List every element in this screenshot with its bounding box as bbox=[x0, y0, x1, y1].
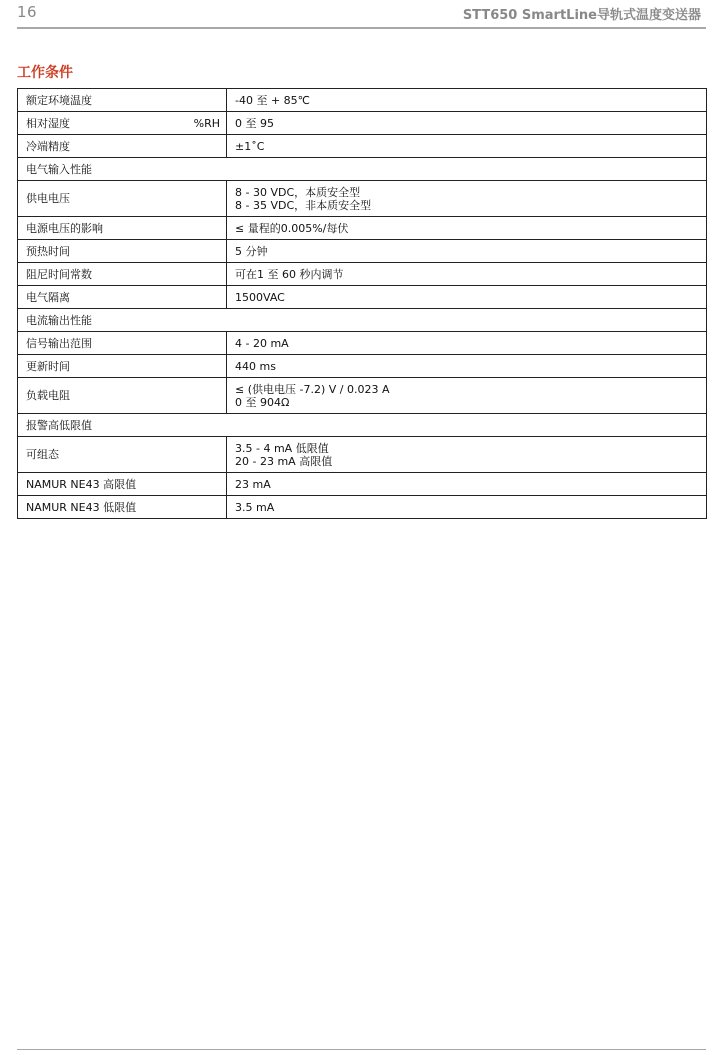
spec-value-line: 8 - 35 VDC，非本质安全型 bbox=[235, 198, 372, 212]
spec-value: 5 分钟 bbox=[227, 240, 707, 263]
group-heading: 报警高低限值 bbox=[18, 414, 707, 437]
table-row bbox=[18, 89, 707, 112]
spec-label: NAMUR NE43 高限值 bbox=[18, 473, 227, 496]
spec-value: -40 至 + 85℃ bbox=[227, 89, 707, 112]
group-heading: 电气输入性能 bbox=[18, 158, 707, 181]
spec-label: 负载电阻 bbox=[18, 378, 227, 414]
spec-value: 可在1 至 60 秒内调节 bbox=[227, 263, 707, 286]
table-row bbox=[18, 181, 707, 217]
spec-value: 440 ms bbox=[227, 355, 707, 378]
spec-value-line: 0 至 904Ω bbox=[235, 395, 290, 409]
spec-label: 信号输出范围 bbox=[18, 332, 227, 355]
table-row bbox=[18, 240, 707, 263]
table-group-row bbox=[18, 158, 707, 181]
spec-label-text: 相对湿度 bbox=[26, 116, 70, 130]
table-row bbox=[18, 378, 707, 414]
spec-label: NAMUR NE43 低限值 bbox=[18, 496, 227, 519]
table-row bbox=[18, 437, 707, 473]
spec-label: 电源电压的影响 bbox=[18, 217, 227, 240]
spec-label: 预热时间 bbox=[18, 240, 227, 263]
spec-value: 0 至 95 bbox=[227, 112, 707, 135]
spec-label: 可组态 bbox=[18, 437, 227, 473]
table-row bbox=[18, 263, 707, 286]
spec-value: 3.5 mA bbox=[227, 496, 707, 519]
spec-label: 额定环境温度 bbox=[18, 89, 227, 112]
footer-divider bbox=[17, 1049, 706, 1050]
spec-value: ≤ 量程的0.005%/每伏 bbox=[227, 217, 707, 240]
table-row bbox=[18, 112, 707, 135]
spec-label: 冷端精度 bbox=[18, 135, 227, 158]
spec-label bbox=[18, 112, 227, 135]
spec-value: ±1˚C bbox=[227, 135, 707, 158]
table-row bbox=[18, 473, 707, 496]
spec-label: 供电电压 bbox=[18, 181, 227, 217]
spec-value: 4 - 20 mA bbox=[227, 332, 707, 355]
spec-unit: %RH bbox=[193, 116, 220, 130]
spec-value-line: ≤ (供电电压 -7.2) V / 0.023 A bbox=[235, 382, 390, 396]
spec-value bbox=[227, 181, 707, 217]
page-number: 16 bbox=[17, 3, 38, 21]
section-title: 工作条件 bbox=[17, 65, 73, 81]
table-row bbox=[18, 332, 707, 355]
table-row bbox=[18, 135, 707, 158]
spec-value-line: 20 - 23 mA 高限值 bbox=[235, 454, 333, 468]
specifications-table bbox=[17, 88, 707, 519]
spec-value: 23 mA bbox=[227, 473, 707, 496]
spec-label: 电气隔离 bbox=[18, 286, 227, 309]
spec-label: 更新时间 bbox=[18, 355, 227, 378]
header-divider bbox=[17, 27, 706, 29]
table-row bbox=[18, 286, 707, 309]
spec-value-line: 3.5 - 4 mA 低限值 bbox=[235, 441, 329, 455]
table-group-row bbox=[18, 414, 707, 437]
group-heading: 电流输出性能 bbox=[18, 309, 707, 332]
table-group-row bbox=[18, 309, 707, 332]
spec-value-line: 8 - 30 VDC，本质安全型 bbox=[235, 185, 361, 199]
spec-value bbox=[227, 437, 707, 473]
document-title: STT650 SmartLine导轨式温度变送器 bbox=[462, 8, 701, 23]
table-row bbox=[18, 217, 707, 240]
table-row bbox=[18, 496, 707, 519]
spec-value bbox=[227, 378, 707, 414]
spec-label: 阻尼时间常数 bbox=[18, 263, 227, 286]
table-row bbox=[18, 355, 707, 378]
spec-value: 1500VAC bbox=[227, 286, 707, 309]
